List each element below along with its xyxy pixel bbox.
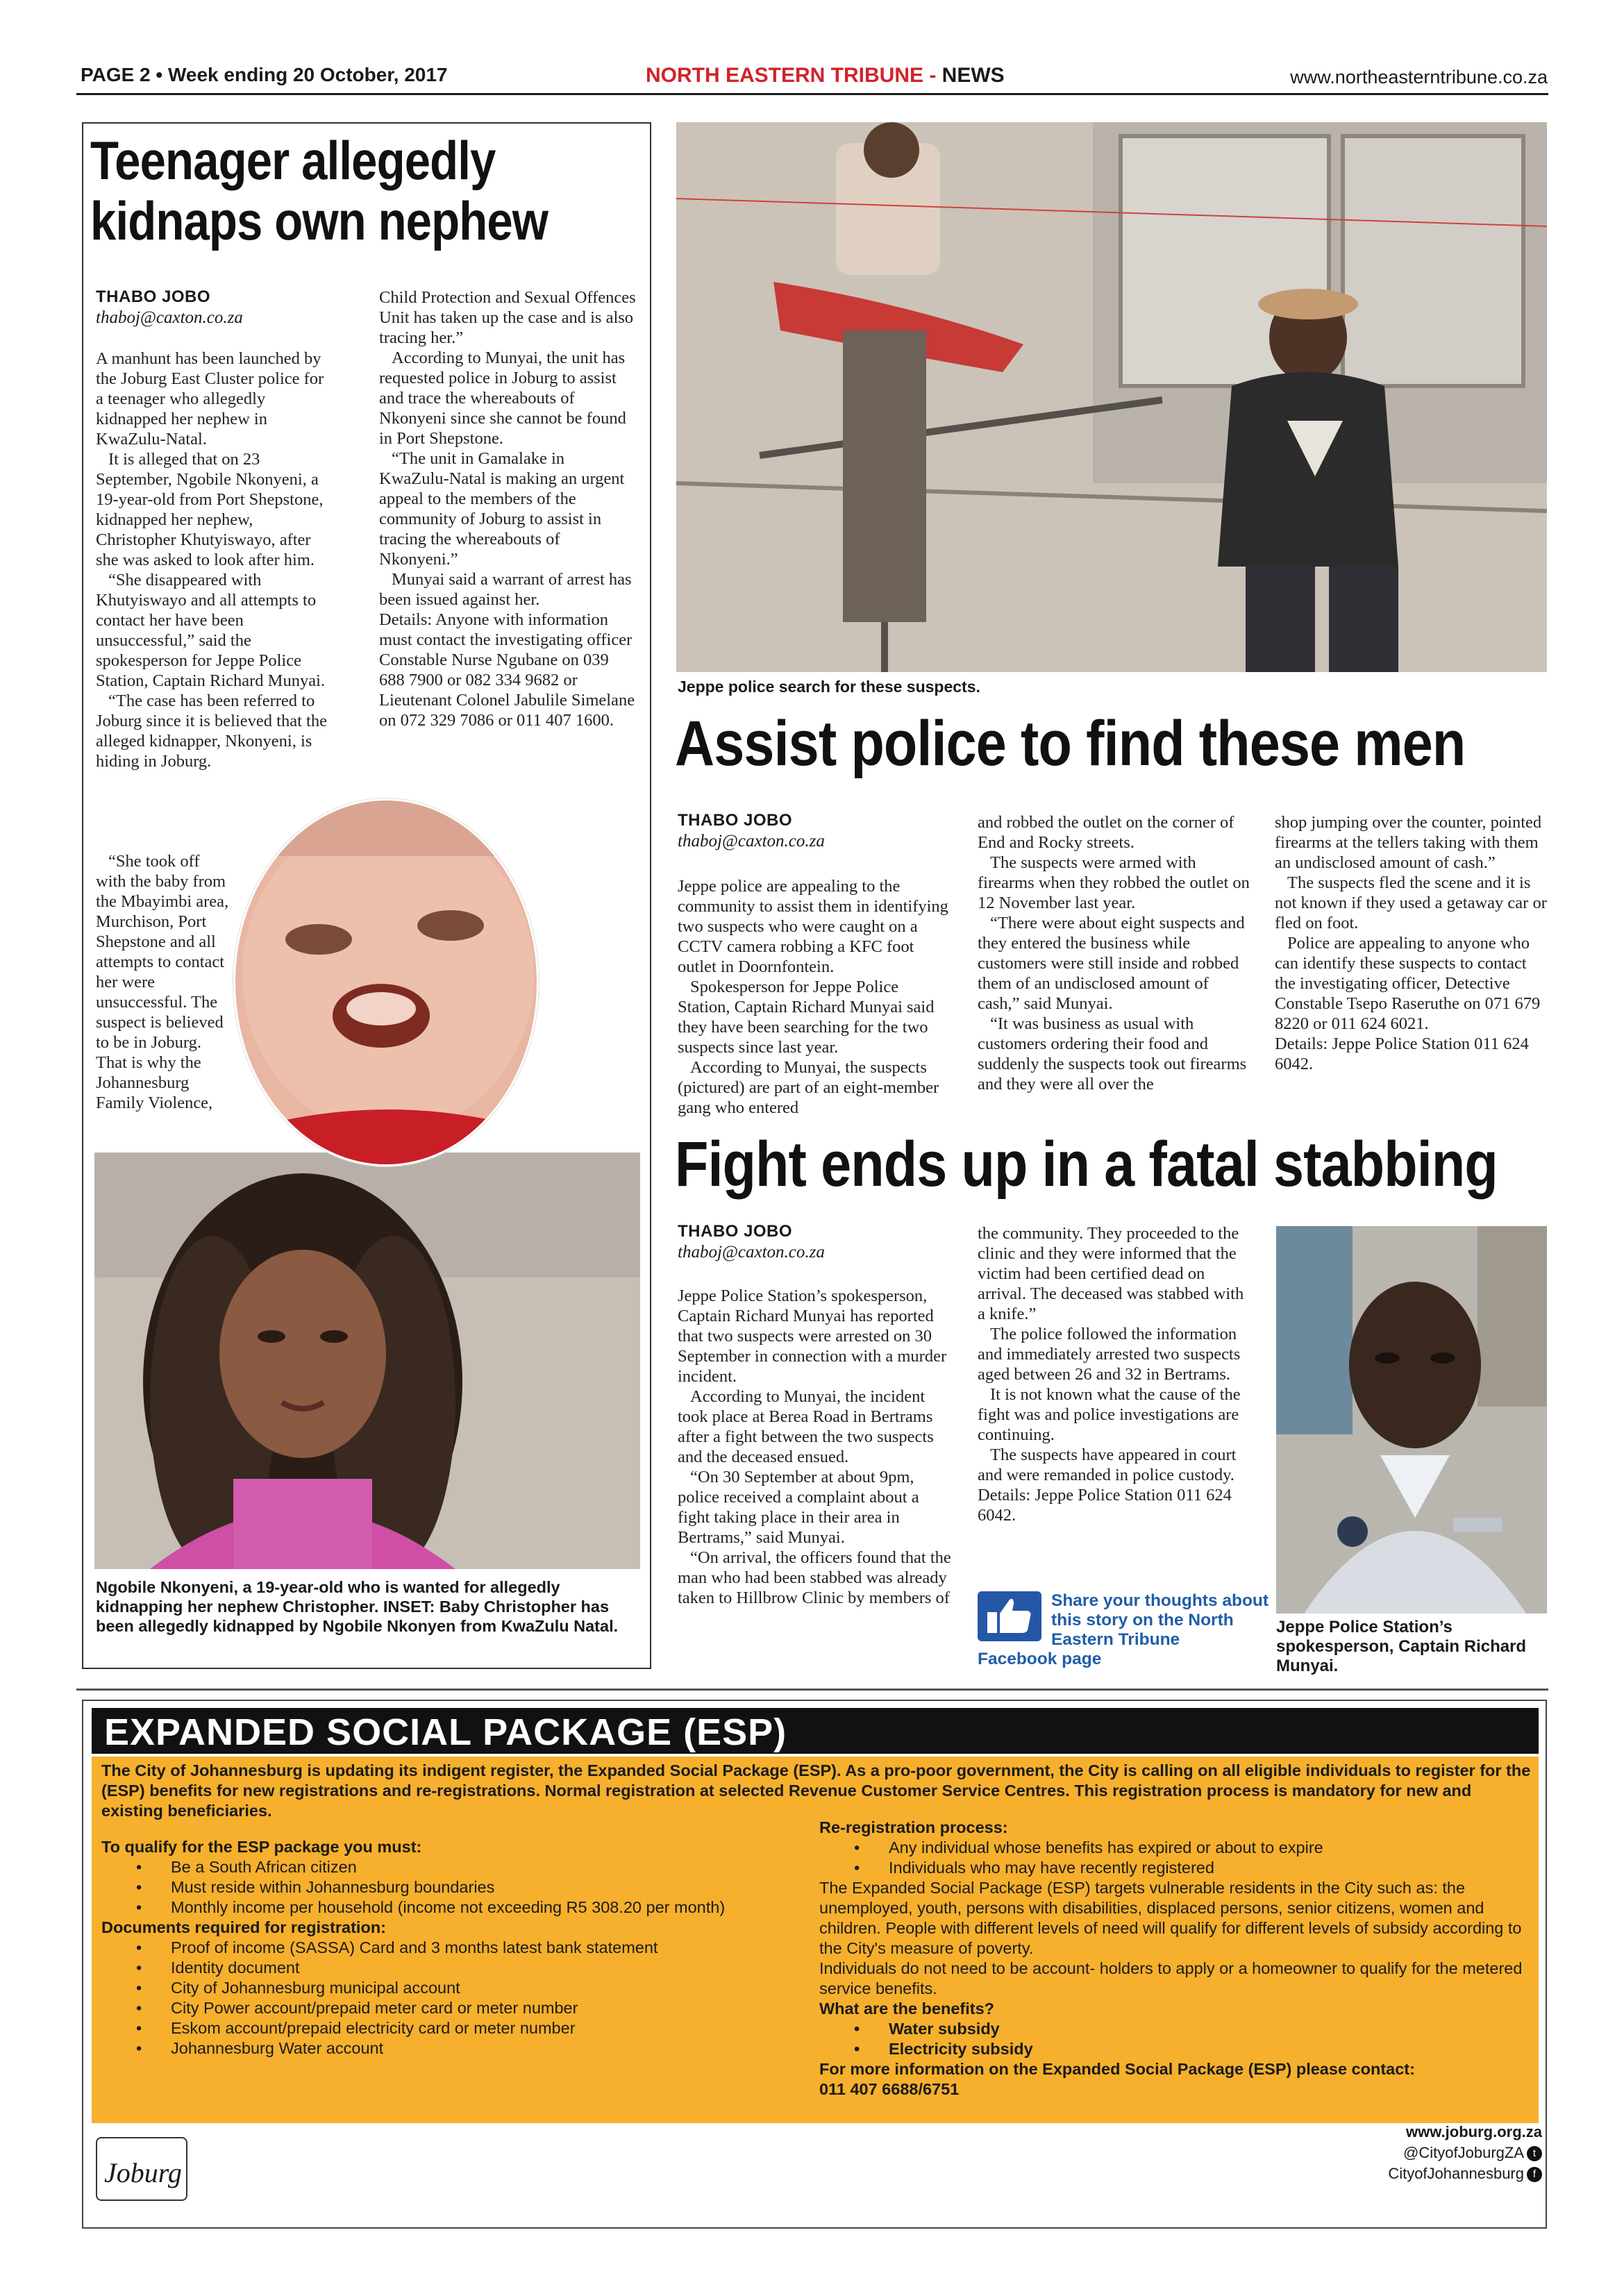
teen-p6: Child Protection and Sexual Offences Unit has taken up the case and is also tracing her.” [379, 288, 636, 347]
teen-p5: “She took off with the baby from the Mbayimbi area, Murchison, Port Shepstone and all attempts to contact her were unsuccessful. The suspect is believed to be in Joburg. That is why the Johannesburg Family Violence, [96, 852, 229, 1112]
facebook-thumbs-up-icon[interactable] [978, 1591, 1041, 1641]
teen-p8: “The unit in Gamalake in KwaZulu-Natal is making an urgent appeal to the members of the community of Joburg to assist in tracing the whereabouts of Nkonyeni.” [379, 449, 625, 569]
esp-benefit-item: • Water subsidy [819, 2019, 1534, 2039]
esp-benefits-heading: What are the benefits? [819, 2000, 995, 2018]
teen-email[interactable]: thaboj@caxton.co.za [96, 308, 243, 327]
esp-phone[interactable]: 011 407 6688/6751 [819, 2080, 960, 2098]
site-url[interactable]: www.northeasterntribune.co.za [1290, 67, 1548, 87]
assist-email[interactable]: thaboj@caxton.co.za [678, 832, 825, 850]
teen-p2: It is alleged that on 23 September, Ngobile Nkonyeni, a 19-year-old from Port Shepstone, kidnapped her nephew, Christopher Khutyiswayo, after she was asked to look after him. [96, 450, 324, 569]
assist-p9: The suspects fled the scene and it is not known if they used a getaway car or fled on foot. [1275, 873, 1547, 932]
cctv-caption: Jeppe police search for these suspects. [678, 678, 980, 696]
assist-p7: “It was business as usual with customers ordering their food and suddenly the suspects took out firearms and they were all over the [978, 1014, 1247, 1093]
teen-byline: THABO JOBO [96, 287, 211, 306]
teen-p10: Details: Anyone with information must contact the investigating officer Constable Nurse Ngubane on 039 688 7900 or 082 334 9682 or Lieutenant Colonel Jabulile Simelane on 072 329 7086 or 011 407 1600. [379, 610, 635, 730]
assist-p6: “There were about eight suspects and they entered the business while customers were still inside and robbed them of an undisclosed amount of cash,” said Munyai. [978, 914, 1245, 1013]
fight-col2 [978, 1223, 1252, 1525]
facebook-handle: CityofJohannesburg [1388, 2165, 1524, 2182]
esp-targets: The Expanded Social Package (ESP) targets vulnerable residents in the City such as: the unemployed, youth, persons with disabilities, displaced persons, senior citizens, women and children. People with different levels of need will qualify for different levels of subsidy according to the City's measure of poverty. [819, 1879, 1522, 1957]
fight-p6: The police followed the information and immediately arrested two suspects aged between 26 and 32 in Bertrams. [978, 1325, 1241, 1384]
captain-munyai-photo [1276, 1226, 1547, 1614]
fight-p8: The suspects have appeared in court and were remanded in police custody. [978, 1446, 1237, 1484]
assist-p3: According to Munyai, the suspects (pictured) are part of an eight-member gang who entered [678, 1058, 939, 1117]
esp-benefit-item: • Electricity subsidy [819, 2039, 1534, 2059]
fight-p3: “On 30 September at about 9pm, police received a complaint about a fight taking place in their area in Bertrams,” said Munyai. [678, 1468, 919, 1547]
facebook-page-link[interactable]: Facebook page [978, 1650, 1102, 1668]
fight-col1 [678, 1286, 952, 1608]
esp-rereg-heading: Re-registration process: [819, 1818, 1008, 1836]
suspect-girl-photo [94, 1153, 640, 1569]
esp-left-column [101, 1837, 837, 2059]
joburg-logo-text: Joburg [104, 2157, 182, 2188]
teen-col1b [96, 851, 233, 1113]
esp-doc-item: • Proof of income (SASSA) Card and 3 months latest bank statement [101, 1938, 837, 1958]
assist-p10: Police are appealing to anyone who can identify these suspects to contact the investigating officer, Detective Constable Tsepo Raseruthe on 071 679 8220 or 011 624 6021. [1275, 934, 1541, 1033]
top-rule [76, 93, 1548, 95]
esp-qualify-item: • Monthly income per household (income not exceeding R5 308.20 per month) [101, 1897, 837, 1918]
teen-p4: “The case has been referred to Joburg since it is believed that the alleged kidnapper, Nkonyeni, is hiding in Joburg. [96, 692, 327, 771]
fight-email[interactable]: thaboj@caxton.co.za [678, 1243, 825, 1262]
fight-p4: “On arrival, the officers found that the man who had been stabbed was already taken to Hillbrow Clinic by members of [678, 1548, 951, 1607]
baby-inset-photo [233, 798, 539, 1166]
paper-name [646, 64, 1005, 87]
assist-headline: Assist police to find these men [675, 708, 1466, 779]
captain-photo-image [1276, 1226, 1547, 1614]
esp-qualify-item: • Be a South African citizen [101, 1857, 837, 1877]
esp-benefits-list [819, 2019, 1534, 2059]
fight-p2: According to Munyai, the incident took place at Berea Road in Bertrams after a fight between the two suspects and the deceased ensued. [678, 1387, 934, 1466]
teen-p3: “She disappeared with Khutyiswayo and all attempts to contact her have been unsuccessful,” said the spokesperson for Jeppe Police Station, Captain Richard Munyai. [96, 571, 326, 690]
esp-contacts [1388, 2122, 1542, 2184]
baby-photo-image [235, 801, 539, 1166]
section-name: NEWS [941, 64, 1005, 87]
fight-headline: Fight ends up in a fatal stabbing [675, 1129, 1498, 1200]
assist-p5: The suspects were armed with firearms when they robbed the outlet on 12 November last year. [978, 853, 1250, 912]
esp-qualify-item: • Must reside within Johannesburg boundaries [101, 1877, 837, 1897]
teen-col1 [96, 349, 332, 771]
fight-p5: the community. They proceeded to the clinic and they were informed that the victim had been certified dead on arrival. The deceased was stabbed with a knife.” [978, 1224, 1244, 1323]
esp-qualify-list [101, 1857, 837, 1918]
esp-title: EXPANDED SOCIAL PACKAGE (ESP) [104, 1711, 787, 1753]
esp-rereg-list [819, 1838, 1534, 1878]
thumbs-up-icon [978, 1591, 1041, 1641]
fight-p9: Details: Jeppe Police Station 011 624 6042. [978, 1486, 1232, 1525]
esp-doc-item: • Eskom account/prepaid electricity card or meter number [101, 2018, 837, 2038]
facebook-icon: f [1527, 2167, 1542, 2182]
teen-photo-caption: Ngobile Nkonyeni, a 19-year-old who is wanted for allegedly kidnapping her nephew Christopher. INSET: Baby Christopher has been allegedly kidnapped by Ngobile Nkonyen from KwaZulu Natal. [96, 1578, 619, 1635]
assist-p11: Details: Jeppe Police Station 011 624 6042. [1275, 1034, 1529, 1073]
twitter-icon: t [1527, 2146, 1542, 2161]
assist-col2 [978, 812, 1252, 1094]
joburg-website[interactable]: www.joburg.org.za [1406, 2123, 1542, 2140]
twitter-handle: @CityofJoburgZA [1403, 2144, 1524, 2161]
facebook-share-box[interactable] [978, 1591, 1269, 1668]
esp-qualify-heading: To qualify for the ESP package you must: [101, 1838, 422, 1856]
esp-doc-item: • City Power account/prepaid meter card or meter number [101, 1998, 837, 2018]
joburg-facebook[interactable] [1388, 2163, 1542, 2184]
page-label: PAGE 2 • Week ending 20 October, 2017 [81, 64, 448, 85]
captain-caption: Jeppe Police Station’s spokesperson, Captain Richard Munyai. [1276, 1618, 1527, 1675]
section-divider [76, 1689, 1548, 1691]
esp-docs-list [101, 1938, 837, 2059]
fight-p7: It is not known what the cause of the fight was and police investigations are continuing. [978, 1385, 1241, 1444]
esp-account-note: Individuals do not need to be account- holders to apply or a homeowner to qualify for the metered service benefits. [819, 1959, 1523, 1997]
cctv-photo [676, 122, 1547, 672]
esp-doc-item: • City of Johannesburg municipal account [101, 1978, 837, 1998]
esp-rereg-item: • Any individual whose benefits has expired or about to expire [819, 1838, 1534, 1858]
teen-p9: Munyai said a warrant of arrest has been issued against her. [379, 570, 632, 609]
esp-docs-heading: Documents required for registration: [101, 1918, 386, 1936]
teen-p7: According to Munyai, the unit has requested police in Joburg to assist and trace the whereabouts of Nkonyeni since she cannot be found in Port Shepstone. [379, 349, 626, 448]
esp-rereg-item: • Individuals who may have recently registered [819, 1858, 1534, 1878]
paper-title: NORTH EASTERN TRIBUNE - [646, 64, 942, 87]
assist-col1 [678, 876, 952, 1118]
esp-more-info: For more information on the Expanded Social Package (ESP) please contact: [819, 2060, 1415, 2078]
esp-doc-item: • Johannesburg Water account [101, 2038, 837, 2059]
assist-col3 [1275, 812, 1549, 1074]
teen-headline: Teenager allegedly kidnaps own nephew [90, 130, 549, 252]
teen-p1: A manhunt has been launched by the Joburg East Cluster police for a teenager who allegedly kidnapped her nephew in KwaZulu-Natal. [96, 349, 324, 449]
girl-photo-image [94, 1153, 640, 1569]
assist-p8: shop jumping over the counter, pointed firearms at the tellers taking with them an undisclosed amount of cash.” [1275, 813, 1542, 872]
esp-doc-item: • Identity document [101, 1958, 837, 1978]
fight-p1: Jeppe Police Station’s spokesperson, Captain Richard Munyai has reported that two suspects were arrested on 30 September in connection with a murder incident. [678, 1287, 947, 1386]
esp-intro: The City of Johannesburg is updating its indigent register, the Expanded Social Package (ESP). As a pro-poor government, the City is calling on all eligible individuals to register for the (ESP) benefits for new registrations and re-registrations. Normal registration at selected Revenue Customer Service Centres. This registration process is mandatory for new and existing beneficiaries. [101, 1761, 1531, 1820]
assist-p1: Jeppe police are appealing to the community to assist them in identifying two suspects who were caught on a CCTV camera robbing a KFC foot outlet in Doornfontein. [678, 877, 948, 976]
esp-right-column [819, 1818, 1534, 2100]
joburg-twitter[interactable] [1388, 2143, 1542, 2163]
teen-col2 [379, 287, 636, 730]
fight-byline: THABO JOBO [678, 1222, 793, 1241]
cctv-image [676, 122, 1547, 672]
assist-p2: Spokesperson for Jeppe Police Station, Captain Richard Munyai said they have been searching for the two suspects since last year. [678, 978, 935, 1057]
share-text: Share your thoughts about this story on the North Eastern Tribune [1051, 1591, 1269, 1649]
assist-p4: and robbed the outlet on the corner of End and Rocky streets. [978, 813, 1234, 852]
assist-byline: THABO JOBO [678, 811, 793, 830]
